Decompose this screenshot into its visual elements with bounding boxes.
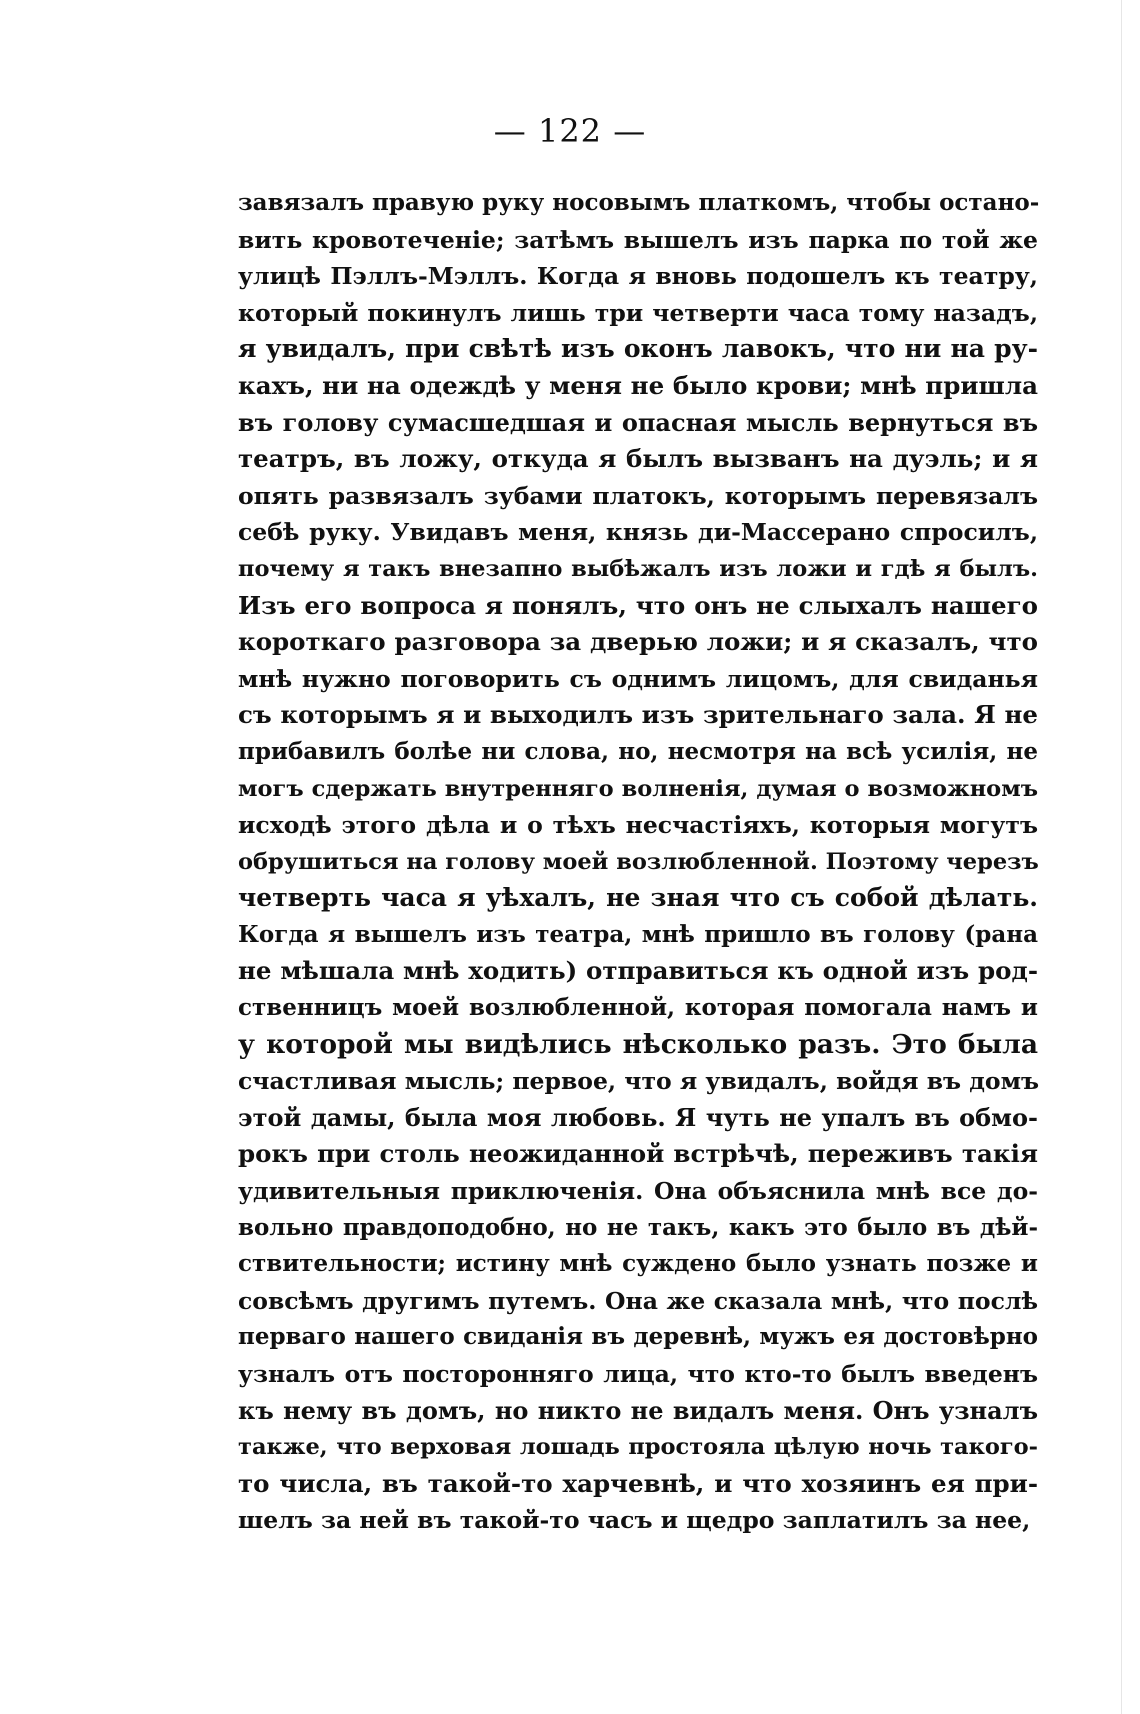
text-line: себѣ руку. Увидавъ меня, князь ди-Массерано спросилъ, xyxy=(238,518,1038,547)
text-line: Когда я вышелъ изъ театра, мнѣ пришло въ голову (рана xyxy=(238,920,1038,948)
text-line: который покинулъ лишь три четверти часа тому назадъ, xyxy=(238,298,1038,327)
text-line: въ голову сумасшедшая и опасная мысль вернуться въ xyxy=(238,407,1038,437)
page-number: — 122 — xyxy=(493,112,647,150)
text-line: не мѣшала мнѣ ходить) отправиться къ одной изъ род- xyxy=(238,956,1038,986)
text-line: обрушиться на голову моей возлюбленной. Поэтому черезъ xyxy=(238,848,1039,875)
text-line: театръ, въ ложу, откуда я былъ вызванъ на дуэль; и я xyxy=(238,444,1038,474)
text-line: совсѣмъ другимъ путемъ. Она же сказала мнѣ, что послѣ xyxy=(238,1286,1038,1315)
text-line: то числа, въ такой-то харчевнѣ, и что хозяинъ ея при- xyxy=(238,1468,1038,1498)
page-edge-line xyxy=(1121,0,1122,1714)
text-line: къ нему въ домъ, но никто не видалъ меня. Онъ узналъ xyxy=(238,1395,1038,1425)
text-line: также, что верховая лошадь простояла цѣлую ночь такого- xyxy=(238,1434,1038,1461)
text-line: у которой мы видѣлись нѣсколько разъ. Это была xyxy=(238,1028,1038,1060)
text-line: могъ сдержать внутренняго волненія, думая о возможномъ xyxy=(238,775,1038,802)
text-line: четверть часа я уѣхалъ, не зная что съ собой дѣлать. xyxy=(238,883,1038,913)
text-line: узналъ отъ посторонняго лица, что кто-то былъ введенъ xyxy=(238,1360,1038,1388)
text-line: перваго нашего свиданія въ деревнѣ, мужъ ея достовѣрно xyxy=(238,1323,1038,1351)
text-line: завязалъ правую руку носовымъ платкомъ, чтобы остано- xyxy=(238,189,1040,216)
body-text xyxy=(238,185,1038,1539)
text-line: исходѣ этого дѣла и о тѣхъ несчастіяхъ, которыя могутъ xyxy=(238,811,1038,840)
text-line: ственницъ моей возлюбленной, которая помогала намъ и xyxy=(238,994,1038,1022)
text-line: опять развязалъ зубами платокъ, которымъ перевязалъ xyxy=(238,481,1038,510)
text-line: улицѣ Пэллъ-Мэллъ. Когда я вновь подошелъ къ театру, xyxy=(238,262,1038,291)
text-line: мнѣ нужно поговорить съ однимъ лицомъ, для свиданья xyxy=(238,664,1038,693)
text-line: я увидалъ, при свѣтѣ изъ оконъ лавокъ, что ни на ру- xyxy=(238,334,1038,364)
text-line: кахъ, ни на одеждѣ у меня не было крови; мнѣ пришла xyxy=(238,370,1038,400)
text-line: вить кровотеченіе; затѣмъ вышелъ изъ парка по той же xyxy=(238,225,1038,254)
text-line: рокъ при столь неожиданной встрѣчѣ, переживъ такія xyxy=(238,1139,1038,1169)
text-line: прибавилъ болѣе ни слова, но, несмотря на всѣ усилія, не xyxy=(238,737,1038,765)
text-line: удивительныя приключенія. Она объяснила мнѣ все до- xyxy=(238,1177,1038,1206)
text-line: короткаго разговора за дверью ложи; и я сказалъ, что xyxy=(238,627,1038,657)
text-line: вольно правдоподобно, но не такъ, какъ это было въ дѣй- xyxy=(238,1213,1038,1241)
text-line: шелъ за ней въ такой-то часъ и щедро заплатилъ за нее, xyxy=(238,1506,1031,1535)
text-line: ствительности; истину мнѣ суждено было узнать позже и xyxy=(238,1250,1038,1278)
text-line: почему я такъ внезапно выбѣжалъ изъ ложи и гдѣ я былъ. xyxy=(238,555,1038,582)
text-line: счастливая мысль; первое, что я увидалъ, войдя въ домъ xyxy=(238,1067,1040,1096)
text-line: съ которымъ я и выходилъ изъ зрительнаго зала. Я не xyxy=(238,700,1038,730)
text-line: этой дамы, была моя любовь. Я чуть не упалъ въ обмо- xyxy=(238,1102,1038,1132)
text-line: Изъ его вопроса я понялъ, что онъ не слыхалъ нашего xyxy=(238,590,1038,620)
